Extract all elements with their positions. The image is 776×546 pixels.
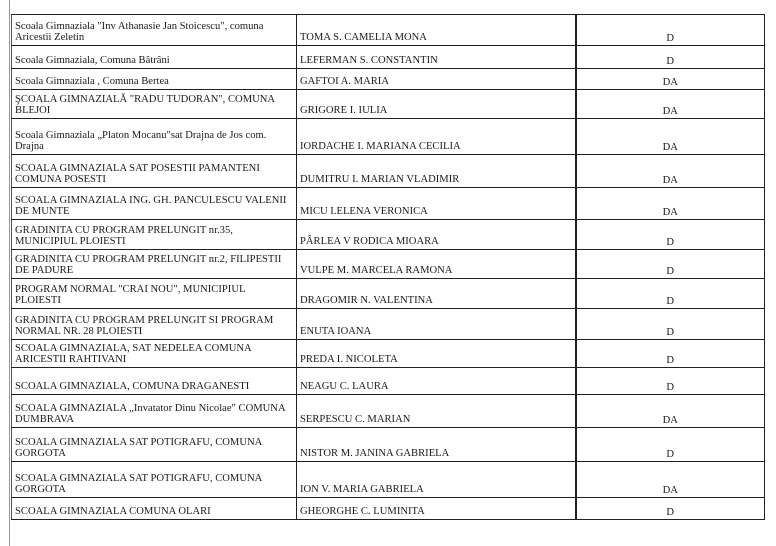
table-body [12,15,765,520]
school-cell: SCOALA GIMNAZIALA, COMUNA DRAGANESTI [12,368,297,395]
teacher-cell: DUMITRU I. MARIAN VLADIMIR [297,155,576,188]
teacher-cell: VULPE M. MARCELA RAMONA [297,250,576,279]
school-cell: SCOALA GIMNAZIALA COMUNA OLARI [12,498,297,520]
decision-cell: D [576,498,765,520]
school-cell: Scoala Gimnaziala , Comuna Bertea [12,69,297,90]
table-row [12,250,765,279]
teacher-cell: SERPESCU C. MARIAN [297,395,576,428]
table-row [12,46,765,69]
decision-cell: D [576,340,765,368]
school-cell: GRADINITA CU PROGRAM PRELUNGIT SI PROGRAM NORMAL NR. 28 PLOIESTI [12,309,297,340]
decision-cell: DA [576,69,765,90]
table-row [12,279,765,309]
table-row [12,69,765,90]
table-row [12,428,765,462]
school-cell: SCOALA GIMNAZIALA SAT POTIGRAFU, COMUNA GORGOTA [12,428,297,462]
teacher-cell: MICU I.ELENA VERONICA [297,188,576,220]
teacher-cell: NEAGU C. LAURA [297,368,576,395]
decision-cell: DA [576,188,765,220]
decision-cell: DA [576,155,765,188]
table-row [12,462,765,498]
school-cell: Scoala Gimnaziala, Comuna Bătrâni [12,46,297,69]
decision-cell: D [576,428,765,462]
teacher-cell: GRIGORE I. IULIA [297,90,576,119]
school-cell: ŞCOALA GIMNAZIALĂ "RADU TUDORAN", COMUNA BLEJOI [12,90,297,119]
decision-cell: D [576,46,765,69]
table-row [12,309,765,340]
school-cell: SCOALA GIMNAZIALA SAT POSESTII PAMANTENI COMUNA POSESTI [12,155,297,188]
teacher-cell: DRAGOMIR N. VALENTINA [297,279,576,309]
table-row [12,220,765,250]
teacher-cell: GAFTOI A. MARIA [297,69,576,90]
decision-cell: D [576,250,765,279]
table-row [12,340,765,368]
school-cell: PROGRAM NORMAL "CRAI NOU", MUNICIPIUL PLOIESTI [12,279,297,309]
decision-cell: DA [576,119,765,155]
decision-cell: D [576,279,765,309]
teacher-cell: LEFERMAN S. CONSTANTIN [297,46,576,69]
decision-cell: DA [576,395,765,428]
school-cell: Scoala Gimnaziala "Inv Athanasie Jan Stoicescu", comuna Aricestii Zeletin [12,15,297,46]
school-cell: SCOALA GIMNAZIALA, SAT NEDELEA COMUNA ARICESTII RAHTIVANI [12,340,297,368]
table-row [12,498,765,520]
table-row [12,15,765,46]
school-cell: SCOALA GIMNAZIALA ING. GH. PANCULESCU VALENII DE MUNTE [12,188,297,220]
teacher-cell: PREDA I. NICOLETA [297,340,576,368]
school-cell: GRADINITA CU PROGRAM PRELUNGIT nr.2, FILIPESTII DE PADURE [12,250,297,279]
decision-cell: D [576,15,765,46]
margin-rule [9,0,10,546]
teacher-cell: TOMA S. CAMELIA MONA [297,15,576,46]
decision-cell: D [576,368,765,395]
decision-cell: DA [576,90,765,119]
table-row [12,90,765,119]
teacher-cell: ENUTA IOANA [297,309,576,340]
decision-cell: DA [576,462,765,498]
assignment-table [11,14,765,520]
teacher-cell: NISTOR M. JANINA GABRIELA [297,428,576,462]
table-row [12,155,765,188]
school-cell: SCOALA GIMNAZIALA „Invatator Dinu Nicolae" COMUNA DUMBRAVA [12,395,297,428]
table-row [12,395,765,428]
school-cell: Scoala Gimnaziala „Platon Mocanu"sat Drajna de Jos com. Drajna [12,119,297,155]
teacher-cell: IORDACHE I. MARIANA CECILIA [297,119,576,155]
teacher-cell: GHEORGHE C. LUMINITA [297,498,576,520]
school-cell: GRADINITA CU PROGRAM PRELUNGIT nr.35, MUNICIPIUL PLOIESTI [12,220,297,250]
decision-cell: D [576,220,765,250]
table-row [12,119,765,155]
teacher-cell: ION V. MARIA GABRIELA [297,462,576,498]
school-cell: SCOALA GIMNAZIALA SAT POTIGRAFU, COMUNA GORGOTA [12,462,297,498]
teacher-cell: PÂRLEA V RODICA MIOARA [297,220,576,250]
decision-cell: D [576,309,765,340]
table-row [12,188,765,220]
table-row [12,368,765,395]
